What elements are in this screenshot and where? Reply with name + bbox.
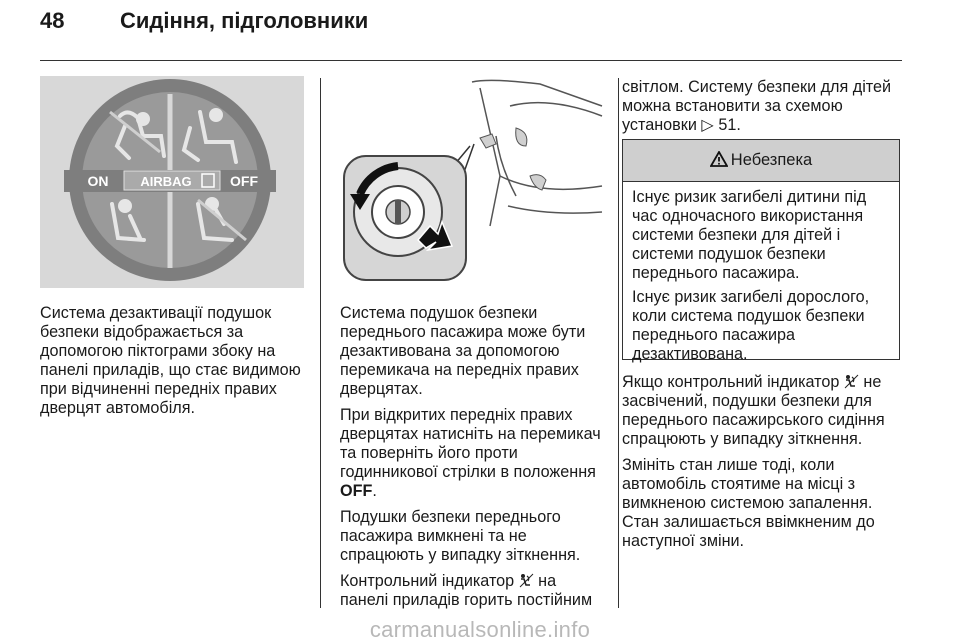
pictogram-on-label: ON (87, 173, 109, 189)
page-header (40, 8, 368, 34)
column-1-text (40, 304, 308, 425)
instruction-end: . (372, 482, 377, 500)
airbag-pictogram-figure (40, 76, 304, 288)
indicator-text: Контрольний індикатор (340, 572, 519, 590)
airbag-off-indicator-icon (519, 573, 534, 589)
warning-body (623, 182, 899, 364)
page-reference-arrow: ▷ (701, 116, 714, 134)
page-number: 48 (40, 8, 65, 33)
column-divider-1 (320, 78, 321, 608)
column-3-intro (622, 78, 904, 142)
paragraph-change-state: Змініть стан лише тоді, коли автомобіль стоятиме на місці з вимкненою системою запалення. Стан залишається ввімкненим до наступної зміни. (622, 456, 875, 550)
warning-paragraph-child: Існує ризик загибелі дитини під час одночасного використання системи безпеки для дітей і системи подушок безпеки переднього пасажира. (632, 188, 867, 282)
door-switch-figure (340, 76, 604, 288)
page-reference-link[interactable]: 51. (713, 116, 741, 134)
watermark: carmanualsonline.info (369, 617, 591, 642)
column-3-bottom (622, 373, 904, 558)
indicator-off-text: Якщо контрольний індикатор (622, 373, 844, 391)
column-2-text (340, 304, 608, 610)
instruction-text: При відкритих передніх правих дверцятах натисніть на перемикач та поверніть його проти годинникової стрілки в положення (340, 406, 601, 481)
paragraph-indicator-off (622, 373, 904, 449)
page-title: Сидіння, підголовники (120, 8, 369, 33)
pictogram-off-label: OFF (230, 173, 258, 189)
install-text: світлом. Систему безпеки для дітей можна встановити за схемою установки (622, 78, 892, 134)
paragraph-indicator (340, 572, 608, 610)
header-rule (40, 60, 902, 61)
warning-title: Небезпека (730, 151, 813, 169)
airbag-off-indicator-icon (844, 374, 859, 390)
off-position-label: OFF (340, 482, 373, 500)
paragraph-airbags-off: Подушки безпеки переднього пасажира вимкнені та не спрацюють у випадку зіткнення. (340, 508, 581, 564)
indicator-text-end: на панелі приладів горить постійним (340, 572, 593, 609)
danger-warning-box (622, 139, 900, 363)
warning-triangle-icon (710, 149, 728, 170)
warning-header (623, 140, 899, 182)
pictogram-airbag-label: AIRBAG (140, 174, 192, 189)
paragraph-child-seat-install (622, 78, 904, 135)
indicator-off-text-end: не засвічений, подушки безпеки для переднього пасажирського сидіння спрацюють у випадку зіткнення. (622, 373, 885, 448)
paragraph-deactivation: Система подушок безпеки переднього пасажира може бути дезактивована за допомогою перемикача на передніх правих дверцятах. (340, 304, 586, 398)
column-divider-2 (618, 78, 619, 608)
warning-paragraph-adult: Існує ризик загибелі дорослого, коли система подушок безпеки переднього пасажира дезактивована. (632, 288, 870, 363)
paragraph-switch-instructions (340, 406, 608, 501)
caption-pictogram: Система дезактивації подушок безпеки відображається за допомогою піктограми збоку на панелі приладів, що стає видимою при відчиненні передніх правих дверцят автомобіля. (40, 304, 301, 417)
